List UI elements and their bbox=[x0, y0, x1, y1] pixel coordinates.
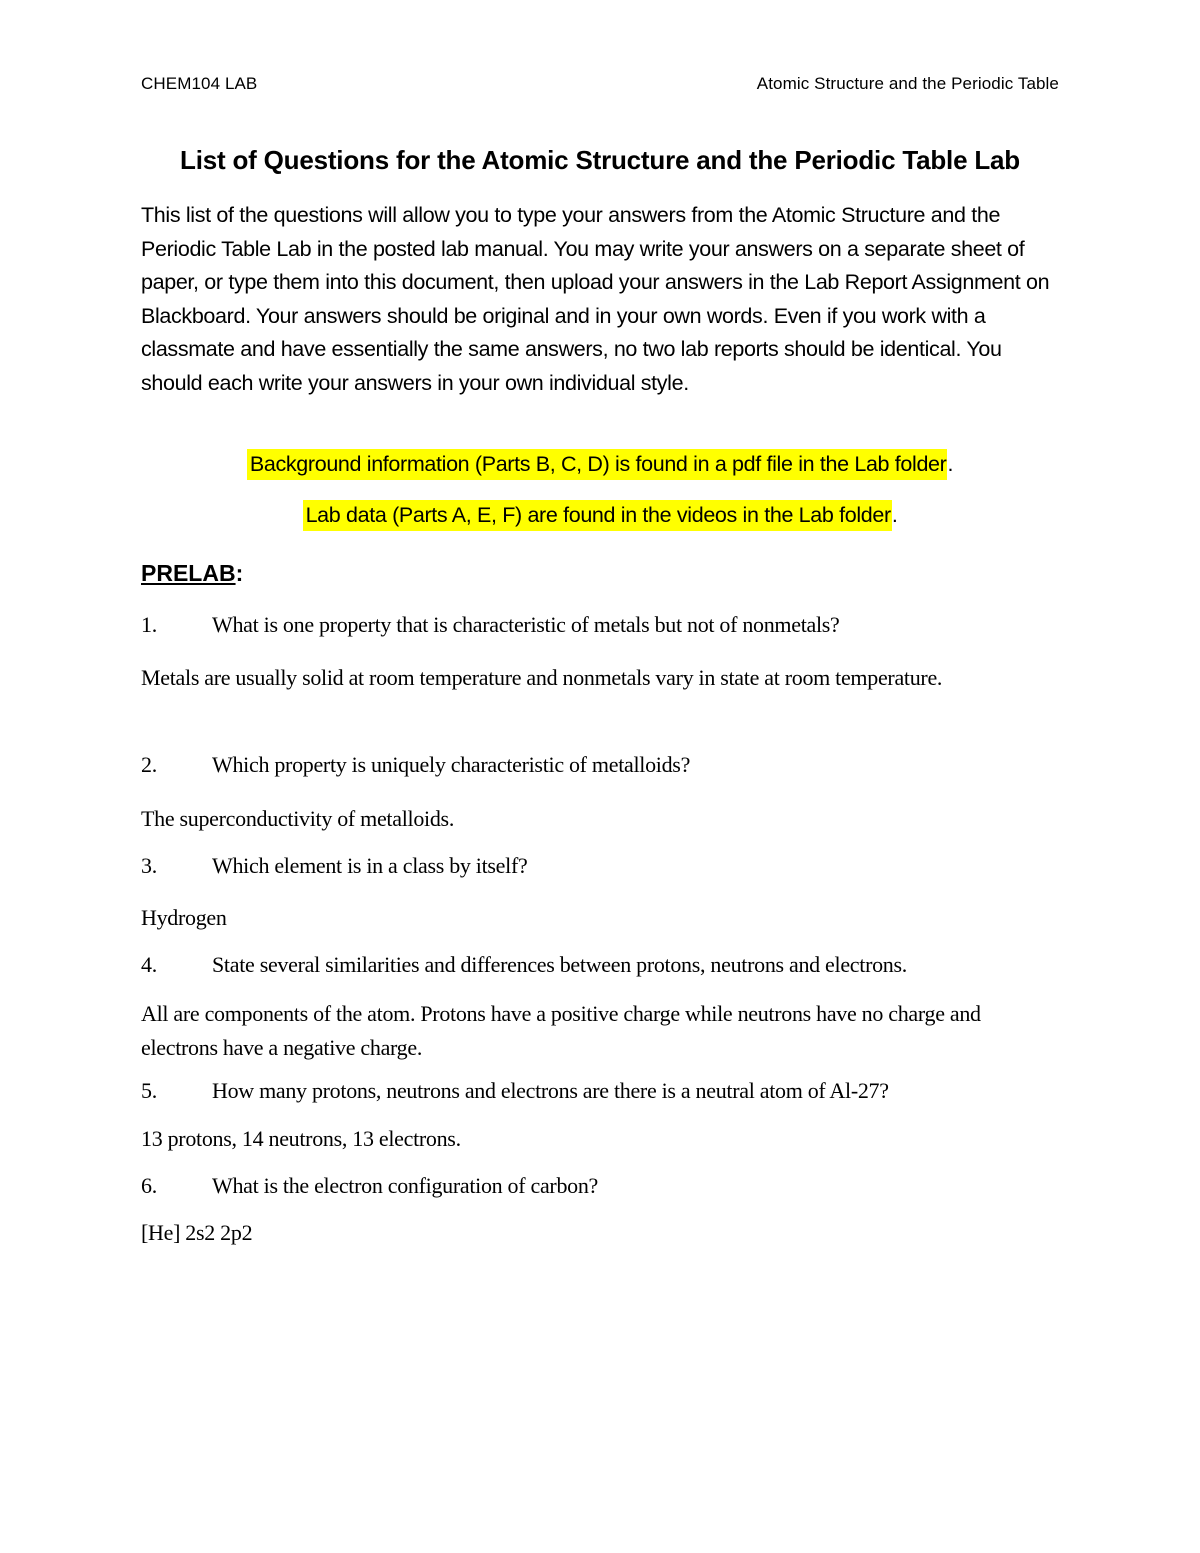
question-4 bbox=[141, 952, 907, 978]
header-lab-title: Atomic Structure and the Periodic Table bbox=[756, 74, 1059, 93]
question-2 bbox=[141, 752, 690, 778]
header-course-code: CHEM104 LAB bbox=[141, 74, 258, 93]
highlighted-text: Lab data (Parts A, E, F) are found in the videos in the Lab folder bbox=[303, 500, 892, 531]
section-label: PRELAB bbox=[141, 560, 236, 586]
question-text: How many protons, neutrons and electrons are there is a neutral atom of Al-27? bbox=[212, 1078, 889, 1103]
answer-3: Hydrogen bbox=[141, 905, 227, 930]
answer-5: 13 protons, 14 neutrons, 13 electrons. bbox=[141, 1126, 461, 1151]
question-text: Which property is uniquely characteristic of metalloids? bbox=[212, 752, 691, 777]
question-1 bbox=[141, 612, 840, 638]
answer-6: [He] 2s2 2p2 bbox=[141, 1220, 253, 1245]
question-6 bbox=[141, 1173, 598, 1199]
section-heading-prelab bbox=[141, 560, 243, 587]
question-text: What is one property that is characteristic of metals but not of nonmetals? bbox=[212, 612, 840, 637]
question-number: 5. bbox=[141, 1078, 157, 1103]
note-period: . bbox=[891, 503, 898, 527]
intro-paragraph: This list of the questions will allow you to type your answers from the Atomic Structure and the Periodic Table Lab in the posted lab manual. You may write your answers on a separate sheet of paper, or type them into this document, then upload your answers in the Lab Report Assignment on Blackboard. Your answers should be original and in your own words. Even if you work with a classmate and have essentially the same answers, no two lab reports should be identical. You should each write your answers in your own individual style. bbox=[141, 203, 1050, 395]
question-text: State several similarities and differences between protons, neutrons and electrons. bbox=[212, 952, 907, 977]
question-number: 3. bbox=[141, 853, 157, 878]
page-title: List of Questions for the Atomic Structure and the Periodic Table Lab bbox=[180, 145, 1020, 175]
highlighted-text: Background information (Parts B, C, D) is found in a pdf file in the Lab folder bbox=[247, 449, 948, 480]
question-text: What is the electron configuration of carbon? bbox=[212, 1173, 599, 1198]
question-number: 2. bbox=[141, 752, 157, 777]
question-number: 1. bbox=[141, 612, 157, 637]
lab-data-note bbox=[0, 503, 1200, 528]
question-text: Which element is in a class by itself? bbox=[212, 853, 528, 878]
question-3 bbox=[141, 853, 527, 879]
background-info-note bbox=[0, 452, 1200, 477]
question-number: 6. bbox=[141, 1173, 157, 1198]
answer-4: All are components of the atom. Protons have a positive charge while neutrons have no charge and electrons have a negative charge. bbox=[141, 1001, 981, 1060]
section-colon: : bbox=[235, 560, 244, 586]
answer-1: Metals are usually solid at room temperature and nonmetals vary in state at room temperature. bbox=[141, 665, 943, 690]
question-5 bbox=[141, 1078, 889, 1104]
note-period: . bbox=[947, 452, 954, 476]
question-number: 4. bbox=[141, 952, 157, 977]
answer-2: The superconductivity of metalloids. bbox=[141, 806, 455, 831]
